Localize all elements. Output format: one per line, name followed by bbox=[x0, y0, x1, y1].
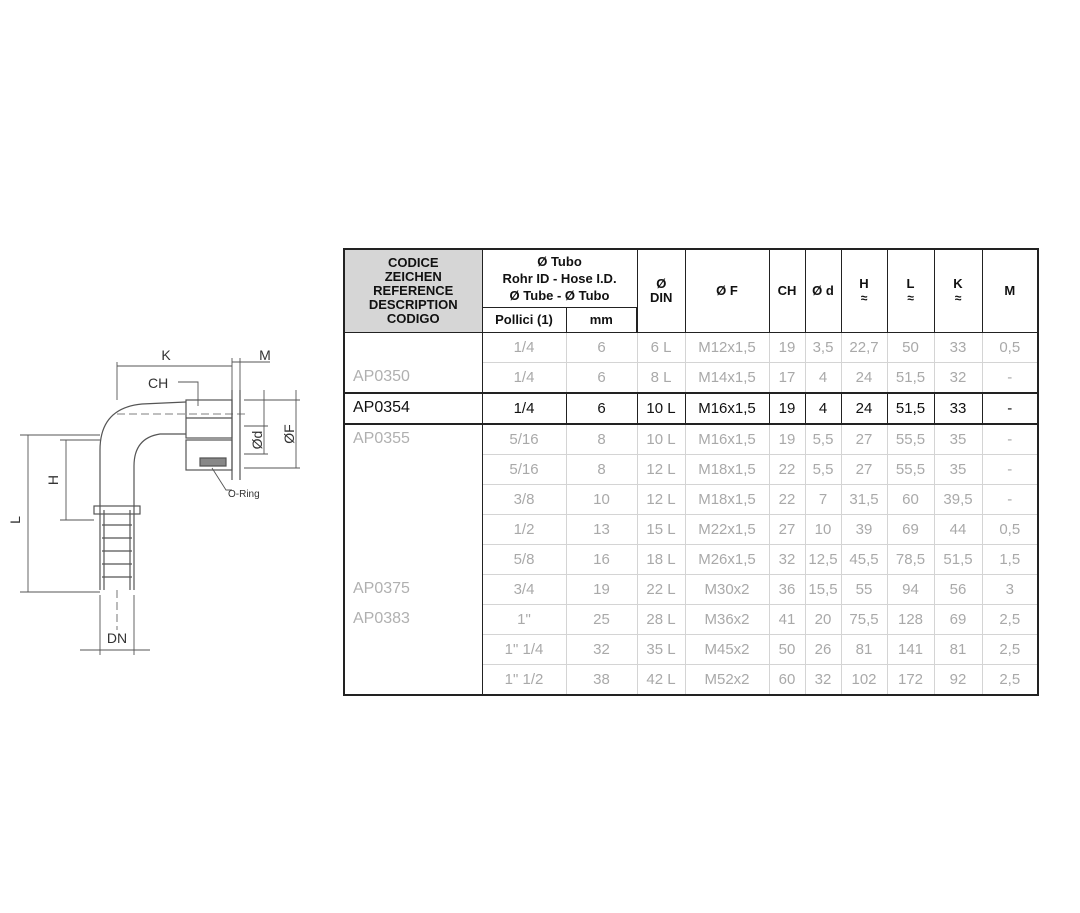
cell-l: 51,5 bbox=[887, 362, 934, 393]
cell-f: M18x1,5 bbox=[685, 484, 769, 514]
cell-code bbox=[344, 664, 482, 695]
cell-d: 3,5 bbox=[805, 332, 841, 362]
table-row bbox=[344, 544, 1038, 574]
cell-mm: 19 bbox=[566, 574, 637, 604]
cell-h: 27 bbox=[841, 454, 887, 484]
cell-h: 24 bbox=[841, 362, 887, 393]
cell-code bbox=[344, 634, 482, 664]
dim-l-label: L bbox=[7, 516, 23, 524]
header-codice-line: REFERENCE bbox=[373, 282, 454, 298]
cell-h: 39 bbox=[841, 514, 887, 544]
cell-pollici: 5/16 bbox=[482, 424, 566, 455]
cell-din: 12 L bbox=[637, 484, 685, 514]
cell-f: M36x2 bbox=[685, 604, 769, 634]
cell-f: M12x1,5 bbox=[685, 332, 769, 362]
header-pollici: Pollici (1) bbox=[482, 307, 566, 332]
cell-din: 10 L bbox=[637, 424, 685, 455]
cell-mm: 6 bbox=[566, 393, 637, 424]
cell-k: 39,5 bbox=[934, 484, 982, 514]
header-codice-line: CODIGO bbox=[386, 310, 440, 326]
header-din bbox=[637, 249, 685, 332]
cell-f: M30x2 bbox=[685, 574, 769, 604]
header-tubo bbox=[482, 249, 637, 307]
cell-h: 55 bbox=[841, 574, 887, 604]
cell-ch: 36 bbox=[769, 574, 805, 604]
table-row bbox=[344, 574, 1038, 604]
header-l bbox=[887, 249, 934, 332]
header-din-line: Ø bbox=[656, 275, 667, 291]
cell-code: AP0355 bbox=[344, 424, 482, 455]
cell-mm: 6 bbox=[566, 332, 637, 362]
cell-ch: 17 bbox=[769, 362, 805, 393]
cell-din: 12 L bbox=[637, 454, 685, 484]
header-mm: mm bbox=[566, 307, 637, 332]
cell-pollici: 5/16 bbox=[482, 454, 566, 484]
header-codice-line: DESCRIPTION bbox=[368, 296, 458, 312]
cell-k: 33 bbox=[934, 332, 982, 362]
cell-code bbox=[344, 332, 482, 362]
cell-ch: 22 bbox=[769, 454, 805, 484]
cell-d: 26 bbox=[805, 634, 841, 664]
cell-h: 45,5 bbox=[841, 544, 887, 574]
cell-code: AP0383 bbox=[344, 604, 482, 634]
cell-din: 15 L bbox=[637, 514, 685, 544]
cell-m: - bbox=[982, 393, 1038, 424]
cell-code bbox=[344, 454, 482, 484]
cell-ch: 19 bbox=[769, 393, 805, 424]
fitting-drawing bbox=[0, 330, 340, 660]
cell-d: 4 bbox=[805, 393, 841, 424]
cell-m: 2,5 bbox=[982, 664, 1038, 695]
cell-m: - bbox=[982, 362, 1038, 393]
cell-h: 31,5 bbox=[841, 484, 887, 514]
header-codice-line: CODICE bbox=[387, 254, 439, 270]
table-row bbox=[344, 514, 1038, 544]
dim-h-label: H bbox=[45, 474, 61, 486]
cell-code bbox=[344, 544, 482, 574]
cell-mm: 25 bbox=[566, 604, 637, 634]
cell-k: 32 bbox=[934, 362, 982, 393]
cell-code: AP0375 bbox=[344, 574, 482, 604]
cell-mm: 8 bbox=[566, 454, 637, 484]
cell-pollici: 1/4 bbox=[482, 332, 566, 362]
cell-f: M16x1,5 bbox=[685, 424, 769, 455]
spec-table bbox=[343, 248, 1039, 696]
cell-k: 92 bbox=[934, 664, 982, 695]
cell-m: 2,5 bbox=[982, 634, 1038, 664]
dim-dn-label: DN bbox=[106, 630, 128, 646]
cell-m: - bbox=[982, 484, 1038, 514]
header-f: Ø F bbox=[685, 249, 769, 332]
cell-din: 10 L bbox=[637, 393, 685, 424]
cell-m: 1,5 bbox=[982, 544, 1038, 574]
cell-din: 6 L bbox=[637, 332, 685, 362]
cell-code bbox=[344, 484, 482, 514]
table-row bbox=[344, 332, 1038, 362]
cell-mm: 10 bbox=[566, 484, 637, 514]
cell-h: 81 bbox=[841, 634, 887, 664]
table-row bbox=[344, 454, 1038, 484]
cell-f: M52x2 bbox=[685, 664, 769, 695]
dim-d-label: Ød bbox=[249, 430, 265, 450]
dim-f-label: ØF bbox=[281, 424, 297, 444]
table-row bbox=[344, 484, 1038, 514]
cell-pollici: 1" 1/4 bbox=[482, 634, 566, 664]
cell-ch: 32 bbox=[769, 544, 805, 574]
cell-m: - bbox=[982, 454, 1038, 484]
cell-l: 51,5 bbox=[887, 393, 934, 424]
cell-d: 7 bbox=[805, 484, 841, 514]
cell-l: 141 bbox=[887, 634, 934, 664]
cell-f: M22x1,5 bbox=[685, 514, 769, 544]
header-d: Ø d bbox=[805, 249, 841, 332]
cell-din: 42 L bbox=[637, 664, 685, 695]
cell-l: 60 bbox=[887, 484, 934, 514]
cell-l: 172 bbox=[887, 664, 934, 695]
header-codice bbox=[344, 249, 482, 332]
cell-f: M16x1,5 bbox=[685, 393, 769, 424]
table-row bbox=[344, 393, 1038, 424]
cell-d: 12,5 bbox=[805, 544, 841, 574]
header-k-text: K bbox=[953, 275, 963, 291]
cell-din: 22 L bbox=[637, 574, 685, 604]
cell-m: 3 bbox=[982, 574, 1038, 604]
oring-label: O-Ring bbox=[228, 489, 260, 500]
cell-din: 18 L bbox=[637, 544, 685, 574]
cell-mm: 16 bbox=[566, 544, 637, 574]
cell-pollici: 3/4 bbox=[482, 574, 566, 604]
cell-d: 10 bbox=[805, 514, 841, 544]
cell-mm: 38 bbox=[566, 664, 637, 695]
cell-h: 27 bbox=[841, 424, 887, 455]
dim-m-label: M bbox=[259, 347, 271, 363]
cell-l: 55,5 bbox=[887, 454, 934, 484]
header-l-approx: ≈ bbox=[907, 290, 914, 305]
cell-pollici: 1/4 bbox=[482, 393, 566, 424]
header-tubo-line: Ø Tube - Ø Tubo bbox=[509, 287, 610, 303]
header-din-line: DIN bbox=[650, 289, 673, 305]
cell-ch: 22 bbox=[769, 484, 805, 514]
cell-l: 55,5 bbox=[887, 424, 934, 455]
cell-m: 0,5 bbox=[982, 332, 1038, 362]
cell-f: M45x2 bbox=[685, 634, 769, 664]
cell-k: 69 bbox=[934, 604, 982, 634]
cell-f: M18x1,5 bbox=[685, 454, 769, 484]
cell-d: 20 bbox=[805, 604, 841, 634]
cell-l: 128 bbox=[887, 604, 934, 634]
header-tubo-line: Ø Tubo bbox=[537, 253, 582, 269]
cell-mm: 8 bbox=[566, 424, 637, 455]
cell-d: 15,5 bbox=[805, 574, 841, 604]
table-row bbox=[344, 634, 1038, 664]
cell-l: 69 bbox=[887, 514, 934, 544]
cell-m: 0,5 bbox=[982, 514, 1038, 544]
cell-d: 5,5 bbox=[805, 424, 841, 455]
header-k-approx: ≈ bbox=[954, 290, 962, 305]
cell-l: 78,5 bbox=[887, 544, 934, 574]
header-h-approx: ≈ bbox=[860, 290, 868, 305]
cell-ch: 19 bbox=[769, 424, 805, 455]
header-ch: CH bbox=[769, 249, 805, 332]
cell-pollici: 1/4 bbox=[482, 362, 566, 393]
cell-ch: 41 bbox=[769, 604, 805, 634]
cell-mm: 6 bbox=[566, 362, 637, 393]
cell-h: 24 bbox=[841, 393, 887, 424]
header-h-text: H bbox=[859, 275, 869, 291]
table-row bbox=[344, 424, 1038, 455]
header-k bbox=[934, 249, 982, 332]
cell-pollici: 1" bbox=[482, 604, 566, 634]
cell-l: 94 bbox=[887, 574, 934, 604]
table-row bbox=[344, 664, 1038, 695]
cell-din: 28 L bbox=[637, 604, 685, 634]
dim-k-label: K bbox=[161, 347, 171, 363]
header-codice-line: ZEICHEN bbox=[384, 268, 442, 284]
cell-code bbox=[344, 514, 482, 544]
cell-k: 51,5 bbox=[934, 544, 982, 574]
table-row bbox=[344, 604, 1038, 634]
cell-h: 102 bbox=[841, 664, 887, 695]
cell-k: 44 bbox=[934, 514, 982, 544]
cell-pollici: 5/8 bbox=[482, 544, 566, 574]
spec-table-body bbox=[344, 332, 1038, 695]
cell-code: AP0354 bbox=[344, 393, 482, 424]
cell-k: 33 bbox=[934, 393, 982, 424]
cell-pollici: 1/2 bbox=[482, 514, 566, 544]
cell-f: M14x1,5 bbox=[685, 362, 769, 393]
dim-ch-label: CH bbox=[148, 375, 169, 391]
cell-pollici: 1" 1/2 bbox=[482, 664, 566, 695]
cell-m: - bbox=[982, 424, 1038, 455]
header-h bbox=[841, 249, 887, 332]
cell-k: 81 bbox=[934, 634, 982, 664]
header-tubo-line: Rohr ID - Hose I.D. bbox=[502, 270, 617, 286]
cell-l: 50 bbox=[887, 332, 934, 362]
header-l-text: L bbox=[906, 275, 915, 291]
cell-k: 35 bbox=[934, 454, 982, 484]
cell-din: 35 L bbox=[637, 634, 685, 664]
cell-d: 4 bbox=[805, 362, 841, 393]
cell-m: 2,5 bbox=[982, 604, 1038, 634]
cell-code: AP0350 bbox=[344, 362, 482, 393]
cell-pollici: 3/8 bbox=[482, 484, 566, 514]
cell-mm: 32 bbox=[566, 634, 637, 664]
cell-din: 8 L bbox=[637, 362, 685, 393]
cell-ch: 50 bbox=[769, 634, 805, 664]
cell-h: 22,7 bbox=[841, 332, 887, 362]
cell-d: 5,5 bbox=[805, 454, 841, 484]
header-m: M bbox=[982, 249, 1038, 332]
cell-ch: 60 bbox=[769, 664, 805, 695]
cell-mm: 13 bbox=[566, 514, 637, 544]
cell-k: 56 bbox=[934, 574, 982, 604]
cell-ch: 19 bbox=[769, 332, 805, 362]
cell-k: 35 bbox=[934, 424, 982, 455]
cell-f: M26x1,5 bbox=[685, 544, 769, 574]
cell-h: 75,5 bbox=[841, 604, 887, 634]
cell-d: 32 bbox=[805, 664, 841, 695]
table-row bbox=[344, 362, 1038, 393]
cell-ch: 27 bbox=[769, 514, 805, 544]
